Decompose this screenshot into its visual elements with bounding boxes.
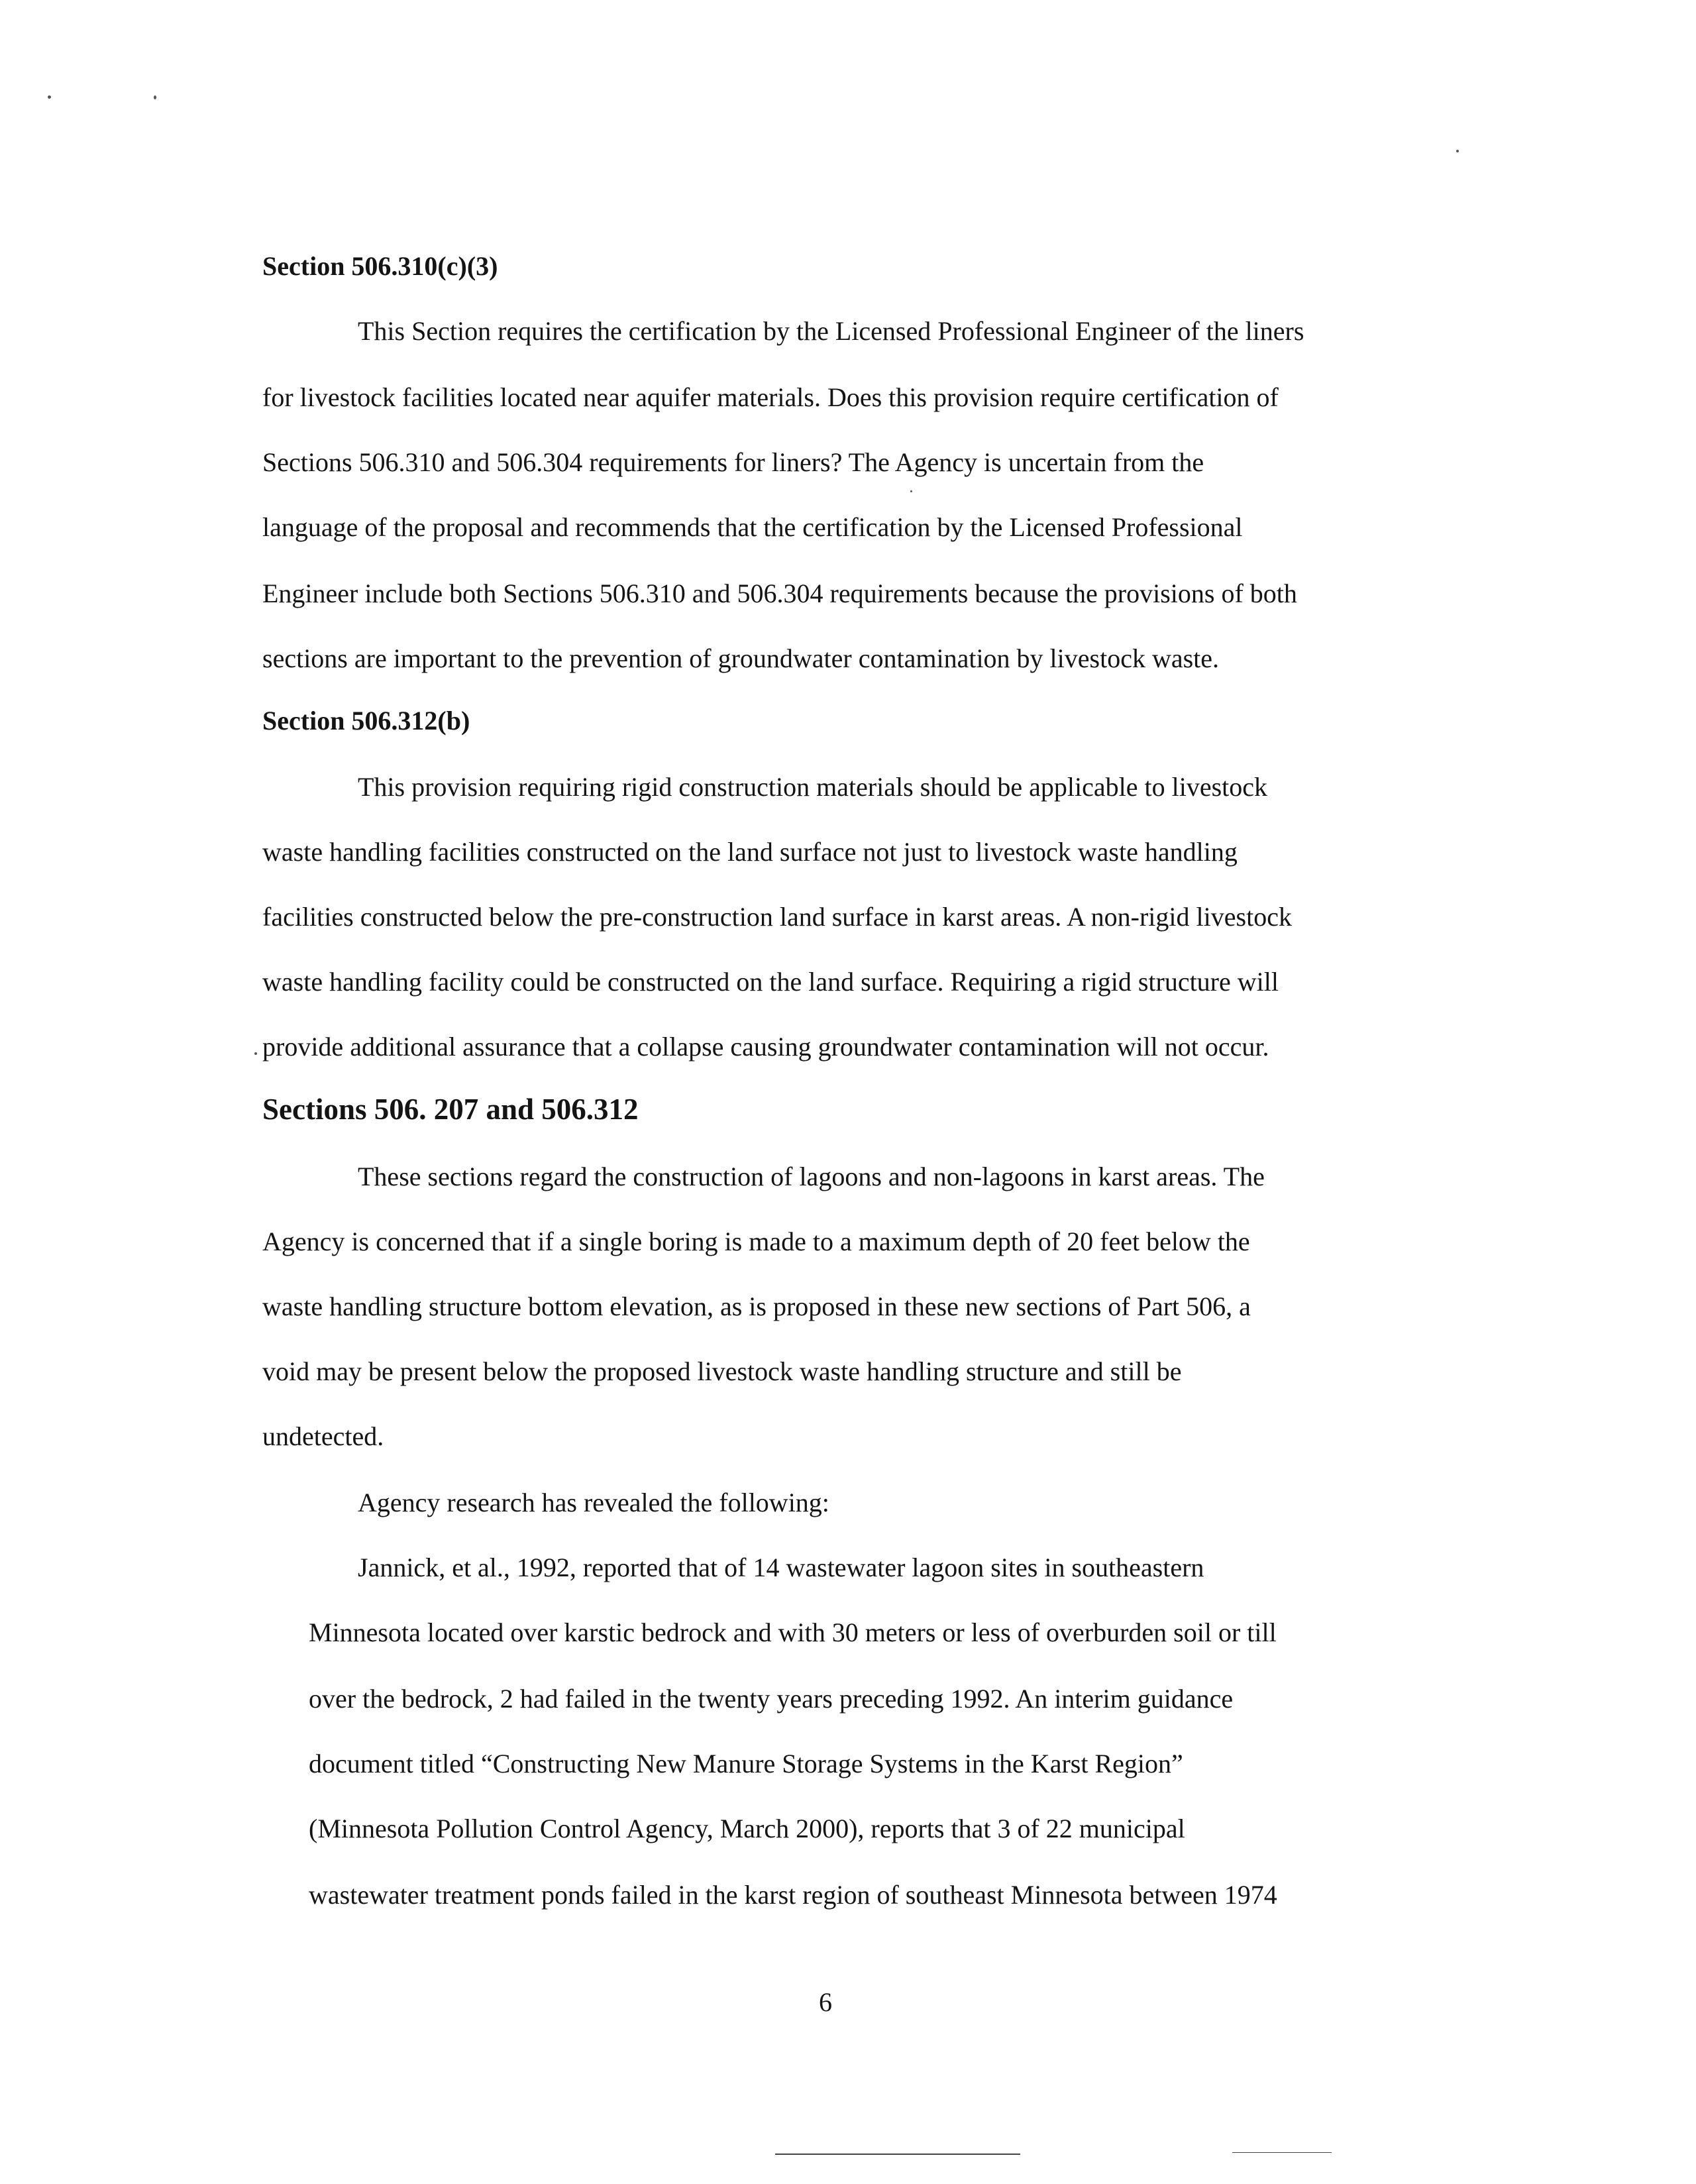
paragraph-line: This Section requires the certification by the Licensed Professional Engineer of the liners (358, 316, 1304, 346)
paragraph-line: waste handling facility could be constructed on the land surface. Requiring a rigid structure will (262, 967, 1279, 997)
paragraph-line: for livestock facilities located near aquifer materials. Does this provision require certification of (262, 382, 1279, 412)
scan-line (775, 2154, 1020, 2155)
paragraph-line: waste handling structure bottom elevation, as is proposed in these new sections of Part 506, a (262, 1291, 1251, 1321)
paragraph-line: language of the proposal and recommends that the certification by the Licensed Professional (262, 512, 1243, 542)
section-heading-506-312b: Section 506.312(b) (262, 706, 470, 736)
citation-line: Jannick, et al., 1992, reported that of 14 wastewater lagoon sites in southeastern (358, 1553, 1204, 1582)
scan-speck (154, 95, 156, 99)
page-number: 6 (819, 1987, 832, 2017)
scan-speck (1456, 150, 1459, 152)
paragraph-line: undetected. (262, 1421, 384, 1451)
citation-line: (Minnesota Pollution Control Agency, March 2000), reports that 3 of 22 municipal (309, 1814, 1185, 1843)
citation-line: Minnesota located over karstic bedrock and with 30 meters or less of overburden soil or till (309, 1617, 1277, 1647)
citation-line: over the bedrock, 2 had failed in the twenty years preceding 1992. An interim guidance (309, 1684, 1234, 1714)
paragraph-line: sections are important to the prevention of groundwater contamination by livestock waste. (262, 643, 1220, 673)
paragraph-line: void may be present below the proposed livestock waste handling structure and still be (262, 1356, 1182, 1386)
scan-line (1232, 2152, 1332, 2153)
section-heading-506-310: Section 506.310(c)(3) (262, 251, 498, 281)
paragraph-line: Sections 506.310 and 506.304 requirements for liners? The Agency is uncertain from the (262, 447, 1204, 477)
paragraph-line: facilities constructed below the pre-construction land surface in karst areas. A non-rigid livestock (262, 902, 1292, 932)
paragraph-line: Agency is concerned that if a single boring is made to a maximum depth of 20 feet below the (262, 1227, 1250, 1256)
paragraph-line: This provision requiring rigid construction materials should be applicable to livestock (358, 772, 1268, 802)
scan-speck (910, 490, 912, 492)
paragraph-line: provide additional assurance that a collapse causing groundwater contamination will not occur. (262, 1032, 1269, 1062)
scan-speck (48, 95, 51, 99)
citation-line: document titled “Constructing New Manure Storage Systems in the Karst Region” (309, 1749, 1183, 1778)
scan-speck (254, 1052, 257, 1055)
paragraph-line: waste handling facilities constructed on the land surface not just to livestock waste handling (262, 837, 1238, 867)
paragraph-line: Agency research has revealed the following: (358, 1488, 829, 1517)
citation-line: wastewater treatment ponds failed in the karst region of southeast Minnesota between 1974 (309, 1880, 1277, 1910)
paragraph-line: Engineer include both Sections 506.310 and 506.304 requirements because the provisions of both (262, 578, 1297, 608)
section-heading-506-207-312: Sections 506. 207 and 506.312 (262, 1093, 639, 1126)
paragraph-line: These sections regard the construction of lagoons and non-lagoons in karst areas. The (358, 1162, 1265, 1191)
